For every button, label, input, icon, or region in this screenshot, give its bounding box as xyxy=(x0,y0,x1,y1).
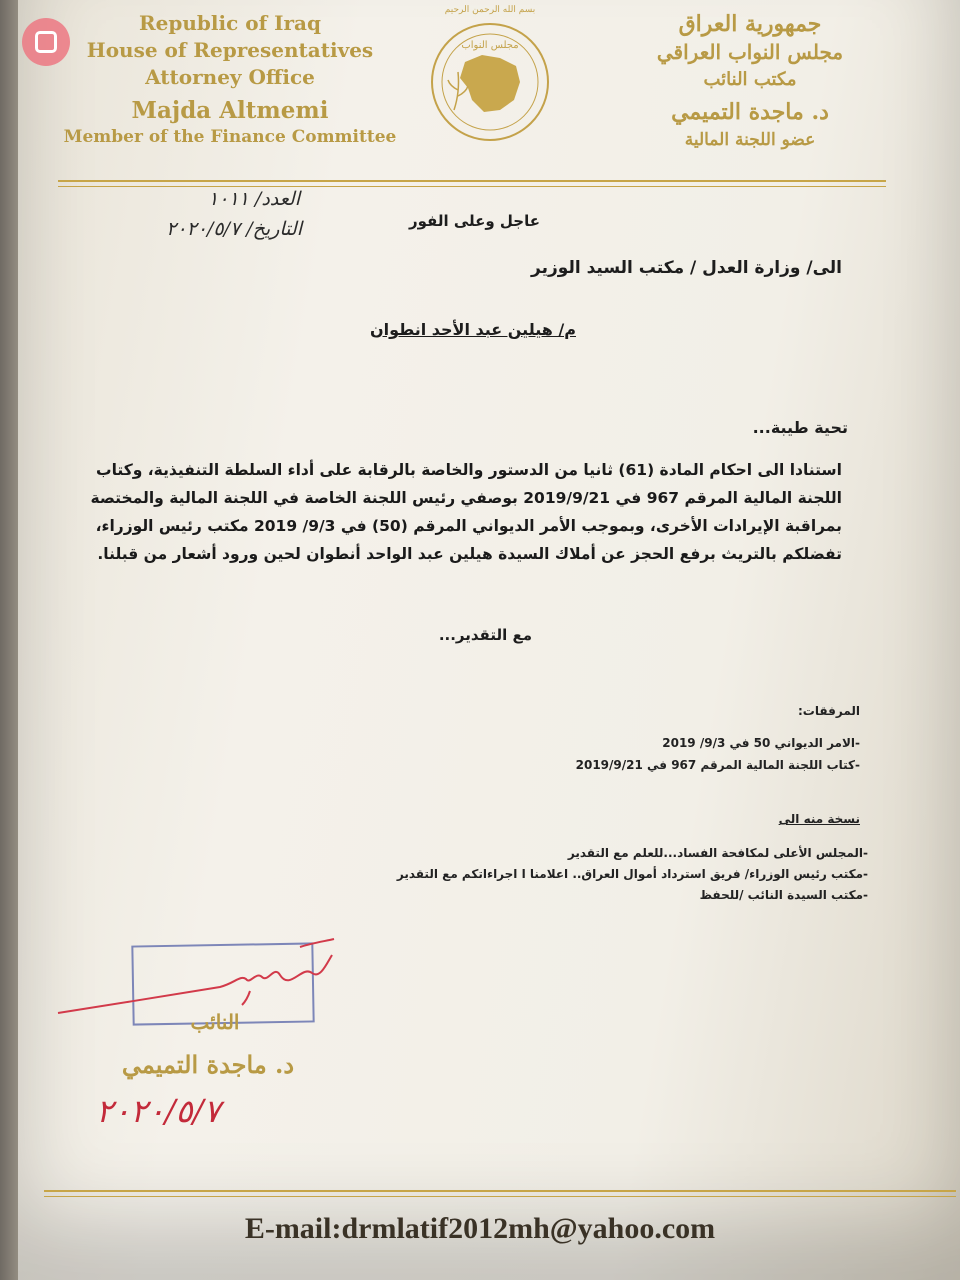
urgent-note: عاجل وعلى الفور xyxy=(408,212,540,230)
body-line-4: تفضلكم بالتريث برفع الحجز عن أملاك السيدة هيلين عبد الواحد أنطوان لحين ورود أشعار من قبلنا. xyxy=(97,545,842,563)
body-line-3: بمراقبة الإيرادات الأخرى، وبموجب الأمر الديواني المرقم (50) في 9/3/ 2019 مكتب رئيس الوزراء، xyxy=(95,517,842,535)
letterhead-ar-country: جمهورية العراق xyxy=(678,11,822,37)
subject-line: م/ هيلين عبد الأحد انطوان xyxy=(369,320,576,339)
letterhead-office: Attorney Office xyxy=(145,65,315,89)
ref-number xyxy=(140,188,300,210)
footer-divider xyxy=(44,1190,956,1192)
signature-title: النائب xyxy=(190,1010,240,1034)
emblem-top-text: بسم الله الرحمن الرحيم xyxy=(444,5,536,15)
letterhead-ar-house: مجلس النواب العراقي xyxy=(656,40,844,64)
letterhead-ar-office: مكتب النائب xyxy=(703,69,797,90)
letterhead-member-role: Member of the Finance Committee xyxy=(63,127,397,147)
attachment-item-1: -الامر الديواني 50 في 9/3/ 2019 xyxy=(662,736,860,750)
footer-email: E-mail:drmlatif2012mh@yahoo.com xyxy=(244,1212,716,1245)
header-divider xyxy=(58,180,886,182)
greeting: تحية طيبة... xyxy=(752,418,848,437)
letterhead-arabic xyxy=(650,10,850,154)
emblem-ring-text: مجلس النواب xyxy=(461,40,519,51)
footer-divider-thin xyxy=(44,1196,956,1197)
signature-date: ٢٠٢٠/٥/٧ xyxy=(96,1092,221,1130)
signature-name: د. ماجدة التميمي xyxy=(121,1050,295,1079)
body-line-2: اللجنة المالية المرقم 967 في 2019/9/21 بوصفي رئيس اللجنة الخاصة في اللجنة المالية والمختصة xyxy=(90,489,842,507)
recipient: الى/ وزارة العدل / مكتب السيد الوزير xyxy=(531,258,842,278)
copy-item-3: -مكتب السيدة النائب /للحفظ xyxy=(699,888,868,902)
body-line-1: استنادا الى احكام المادة (61) ثانيا من الدستور والخاصة بالرقابة على أداء السلطة التنفيذية، وكتاب xyxy=(96,461,842,479)
closing: مع التقدير... xyxy=(438,626,532,644)
record-stop-icon xyxy=(35,31,57,53)
letterhead-house: House of Representatives xyxy=(86,38,374,62)
ref-date-value: ٢٠٢٠/٥/٧ xyxy=(166,218,241,240)
ref-date xyxy=(62,218,302,240)
attachment-item-2: -كتاب اللجنة المالية المرقم 967 في 2019/9/21 xyxy=(575,758,860,772)
copies-title: نسخة منه الى xyxy=(778,812,860,826)
letterhead-ar-member-name: د. ماجدة التميمي xyxy=(671,99,829,125)
letter-body xyxy=(92,456,842,568)
copy-item-1: -المجلس الأعلى لمكافحة الفساد...للعلم مع التقدير xyxy=(567,846,868,860)
letterhead-ar-member-role: عضو اللجنة المالية xyxy=(684,130,816,150)
letterhead-english xyxy=(60,10,400,151)
ref-number-label: العدد/ xyxy=(254,188,300,210)
letterhead-country: Republic of Iraq xyxy=(139,11,321,35)
ref-number-value: ١٠١١ xyxy=(208,188,249,210)
letterhead-member-name: Majda Altmemi xyxy=(131,97,329,124)
copy-item-2: -مكتب رئيس الوزراء/ فريق استرداد أموال العراق.. اعلامنا ا اجراءاتكم مع التقدير xyxy=(396,867,868,881)
ref-date-label: التاريخ/ xyxy=(246,218,302,240)
header-divider-thin xyxy=(58,186,886,187)
attachments-title: المرفقات: xyxy=(798,704,860,718)
parliament-emblem xyxy=(420,0,560,150)
iraq-map-icon xyxy=(460,55,520,112)
